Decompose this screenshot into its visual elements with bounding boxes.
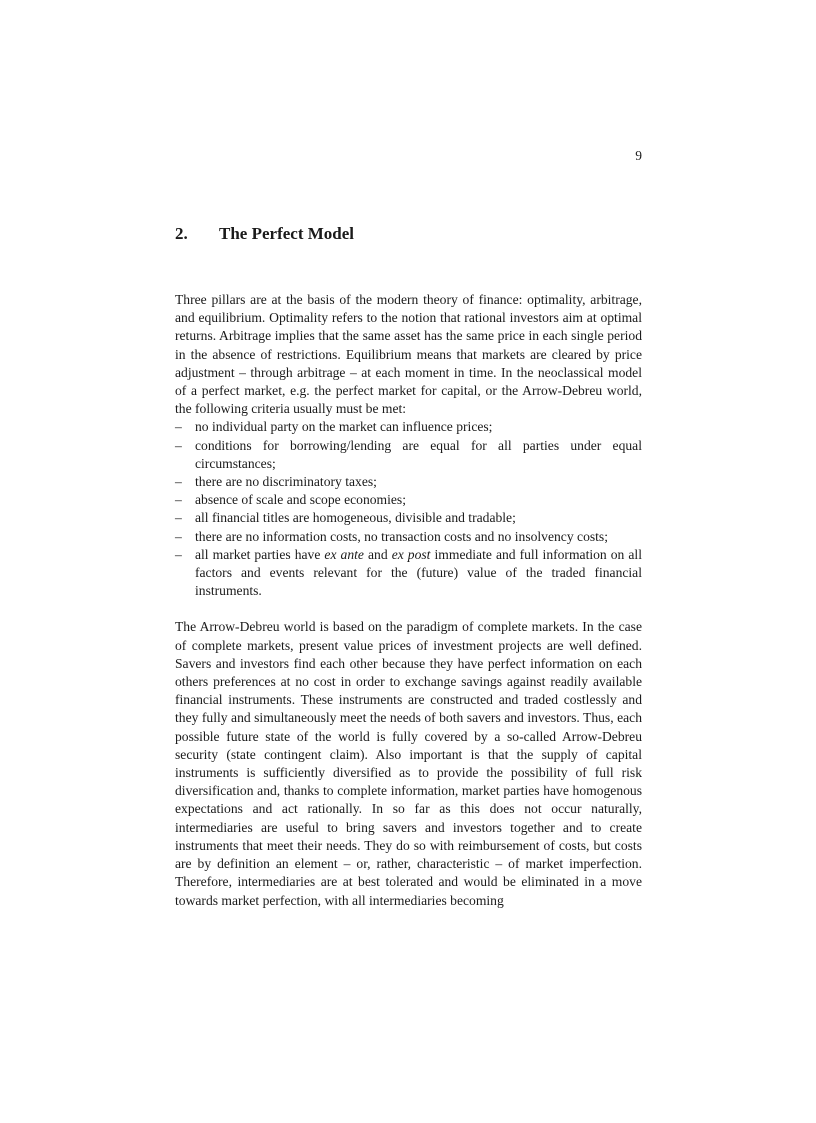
criteria-item-text: there are no discriminatory taxes; bbox=[195, 474, 377, 490]
criteria-item bbox=[175, 418, 642, 436]
chapter-number: 2. bbox=[175, 224, 188, 243]
list-dash: – bbox=[175, 437, 182, 453]
list-dash: – bbox=[175, 528, 182, 544]
criteria-item-text: all financial titles are homogeneous, divisible and tradable; bbox=[195, 510, 516, 526]
list-dash: – bbox=[175, 546, 182, 562]
list-dash: – bbox=[175, 510, 182, 526]
list-dash: – bbox=[175, 492, 182, 508]
criteria-item-text: absence of scale and scope economies; bbox=[195, 492, 406, 508]
criteria-item-text: conditions for borrowing/lending are equal for all parties under equal circumstances; bbox=[195, 437, 642, 471]
criteria-item bbox=[175, 491, 642, 509]
chapter-title: The Perfect Model bbox=[219, 224, 354, 243]
criteria-item-text: immediate and full information on all factors and events relevant for the (future) value of the traded financial instruments. bbox=[195, 546, 642, 599]
criteria-item bbox=[175, 509, 642, 527]
list-dash: – bbox=[175, 419, 182, 435]
chapter-heading bbox=[175, 224, 354, 244]
criteria-item-text: all market parties have bbox=[195, 546, 325, 562]
criteria-item bbox=[175, 546, 642, 601]
page-number: 9 bbox=[635, 148, 642, 163]
list-dash: – bbox=[175, 474, 182, 490]
criteria-item bbox=[175, 437, 642, 473]
criteria-item bbox=[175, 528, 642, 546]
italic-term: ex post bbox=[391, 546, 431, 562]
criteria-item-text: no individual party on the market can influence prices; bbox=[195, 419, 493, 435]
italic-term: ex ante bbox=[324, 546, 364, 562]
arrow-debreu-paragraph: The Arrow-Debreu world is based on the paradigm of complete markets. In the case of complete markets, present value prices of investment projects are well defined. Savers and investors find each other because they have perfect information on each others preferences at no cost in order to exchange savings against readily available financial instruments. These instruments are constructed and traded costlessly and they fully and simultaneously meet the needs of both savers and investors. Thus, each possible future state of the world is fully covered by a so-called Arrow-Debreu security (state contingent claim). Also important is that the supply of capital instruments is sufficiently diversified as to provide the possibility of full risk diversification and, thanks to complete information, market parties have homogenous expectations and act rationally. In so far as this does not occur naturally, intermediaries are useful to bring savers and investors together and to create instruments that meet their needs. They do so with reimbursement of costs, but costs are by definition an element – or, rather, characteristic – of market imperfection. Therefore, intermediaries are at best tolerated and would be eliminated in a move towards market perfection, with all intermediaries becoming bbox=[175, 619, 642, 908]
criteria-list bbox=[175, 418, 642, 600]
body-text bbox=[175, 291, 642, 910]
intro-paragraph: Three pillars are at the basis of the modern theory of finance: optimality, arbitrage, and equilibrium. Optimality refers to the notion that rational investors aim at optimal returns. Arbitrage implies that the same asset has the same price in each single period in the absence of restrictions. Equilibrium means that markets are cleared by price adjustment – through arbitrage – at each moment in time. In the neoclassical model of a perfect market, e.g. the perfect market for capital, or the Arrow-Debreu world, the following criteria usually must be met: bbox=[175, 292, 642, 417]
criteria-item bbox=[175, 473, 642, 491]
criteria-item-text: there are no information costs, no transaction costs and no insolvency costs; bbox=[195, 528, 609, 544]
criteria-item-text: and bbox=[363, 546, 392, 562]
